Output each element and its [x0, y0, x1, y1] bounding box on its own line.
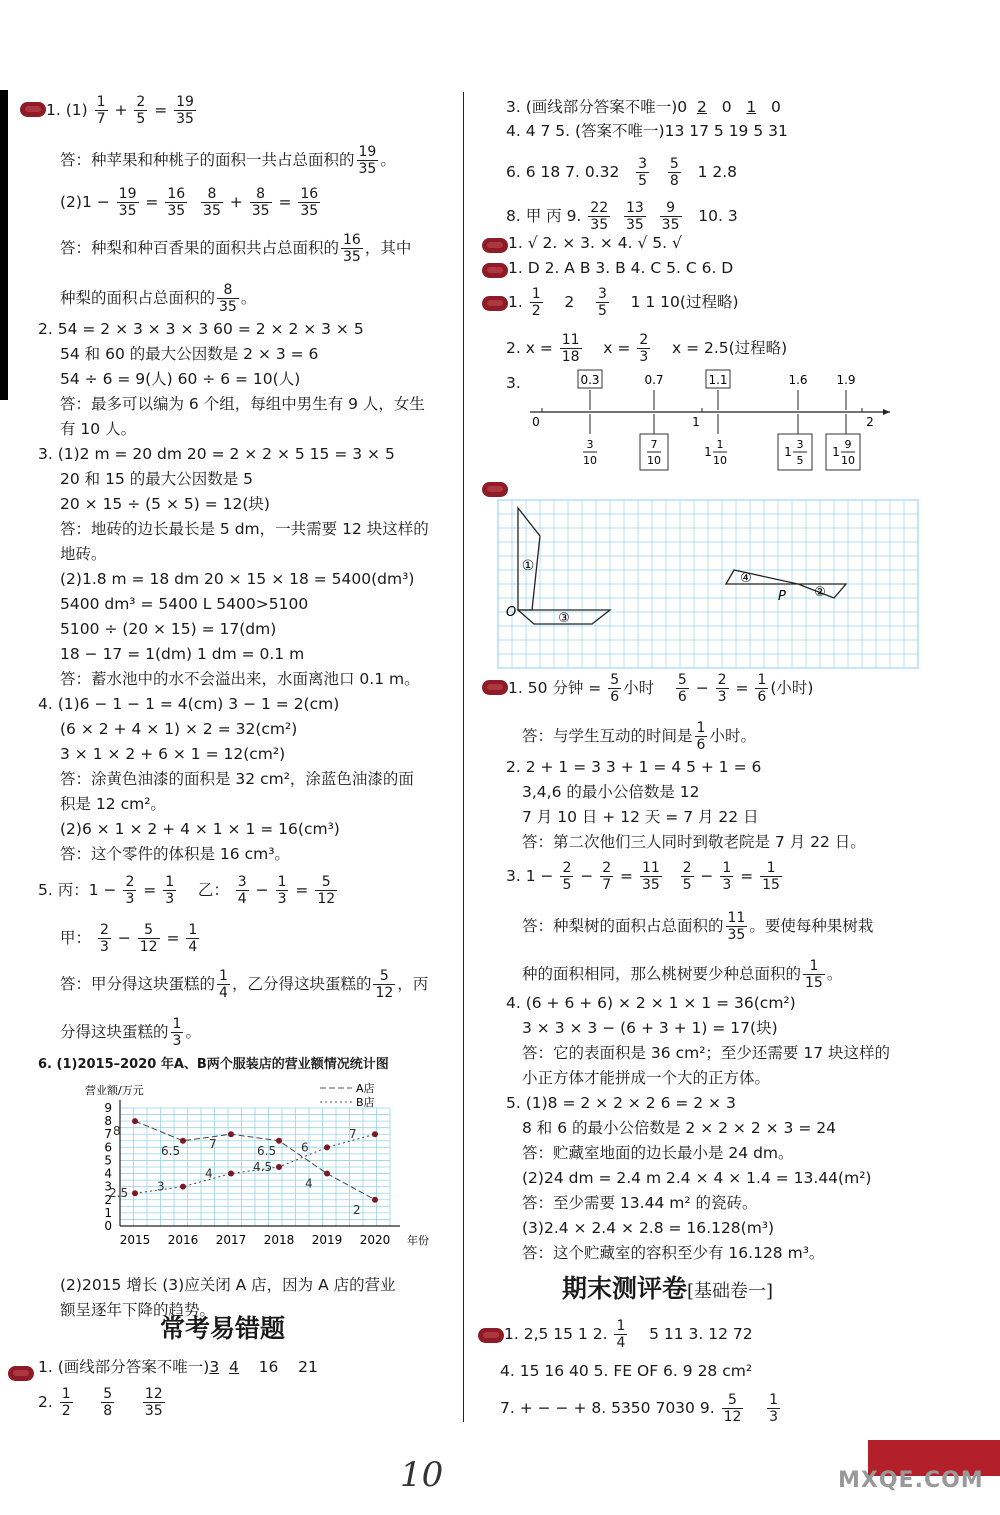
- q1-answer1: 答：种苹果和种桃子的面积一共占总面积的 $\frac{19}{35}$ 。: [60, 144, 396, 177]
- e1-line: 1. (画线部分答案不唯一)3 4 16 21: [38, 1358, 318, 1376]
- r4-line: 4. 4 7 5. (答案不唯一)13 17 5 19 5 31: [506, 122, 788, 140]
- data-point: [132, 1118, 138, 1124]
- whole-number: 1: [784, 445, 792, 459]
- frac-den: 5: [796, 454, 804, 467]
- point-label: P: [778, 589, 786, 604]
- q2-line-0: 2. 54 = 2 × 3 × 3 × 3 60 = 2 × 2 × 3 × 5: [38, 320, 364, 338]
- page-number: 10: [400, 1455, 444, 1495]
- y-tick-label: 5: [104, 1153, 112, 1168]
- app-2-line-0: 2. 2 + 1 = 3 3 + 1 = 4 5 + 1 = 6: [506, 758, 762, 776]
- x-tick-label: 2020: [359, 1233, 391, 1247]
- data-label: 6.5: [161, 1143, 181, 1158]
- q6-part2: (2)2015 增长 (3)应关闭 A 店，因为 A 店的营业: [60, 1276, 396, 1294]
- frac-den: 10: [647, 454, 661, 467]
- data-label: 4.5: [253, 1160, 273, 1174]
- app-2-line-3: 答：第二次他们三人同时到敬老院是 7 月 22 日。: [522, 833, 866, 851]
- data-label: 2: [353, 1202, 361, 1217]
- data-label: 2.5: [109, 1186, 129, 1201]
- q5-line-2: 甲： $\frac{2}{3}$ − $\frac{5}{12}$ = $\frac{1}{4}$: [60, 922, 198, 955]
- q5-answer-2: 分得这块蛋糕的 $\frac{1}{3}$ 。: [60, 1016, 201, 1049]
- section-title-final-exam: 期末测评卷[基础卷一]: [562, 1274, 774, 1303]
- x-tick-label: 2017: [215, 1233, 247, 1247]
- section-bullet-icon: [482, 680, 508, 695]
- shape-label: ②: [814, 585, 826, 600]
- x-tick-label: 2019: [311, 1233, 343, 1247]
- x-tick-label: 2015: [119, 1233, 151, 1247]
- arrow-icon: [883, 409, 890, 415]
- y-tick-label: 0: [104, 1219, 112, 1233]
- y-tick-label: 8: [104, 1114, 112, 1129]
- data-point: [132, 1190, 138, 1196]
- x-tick-label: 2018: [263, 1233, 295, 1247]
- q3-line-1: 20 和 15 的最大公因数是 5: [60, 470, 254, 488]
- tick-label: 2: [866, 415, 874, 429]
- y-tick-label: 7: [104, 1127, 112, 1142]
- top-label: 1.9: [836, 373, 856, 387]
- q4-line-0: 4. (1)6 − 1 − 1 = 4(cm) 3 − 1 = 2(cm): [38, 695, 340, 713]
- q4-line-2: 3 × 1 × 2 + 6 × 1 = 12(cm²): [60, 745, 286, 763]
- judge-line: 1. √ 2. × 3. × 4. √ 5. √: [508, 234, 682, 252]
- top-label: 1.1: [708, 373, 728, 387]
- y-tick-label: 2: [104, 1192, 112, 1207]
- q4-line-4: 积是 12 cm²。: [60, 795, 166, 813]
- q1-answer3: 种梨的面积占总面积的 $\frac{8}{35}$ 。: [60, 282, 257, 315]
- y-tick-label: 6: [104, 1140, 112, 1155]
- app-5-line-2: 答：贮藏室地面的边长最小是 24 dm。: [522, 1144, 794, 1162]
- y-axis-label: 营业额/万元: [85, 1084, 144, 1097]
- left-edge-bar: [0, 90, 8, 400]
- data-point: [180, 1184, 186, 1190]
- app-2-line-2: 7 月 10 日 + 12 天 = 7 月 22 日: [522, 808, 759, 826]
- shape-label: ③: [558, 611, 570, 626]
- q3-line-9: 答：蓄水池中的水不会溢出来，水面离池口 0.1 m。: [60, 670, 420, 688]
- app-5-line-1: 8 和 6 的最小公倍数是 2 × 2 × 2 × 3 = 24: [522, 1119, 836, 1137]
- data-point: [276, 1138, 282, 1144]
- y-tick-label: 4: [104, 1166, 112, 1181]
- q2-line-4: 有 10 人。: [60, 420, 137, 438]
- frac-num: 1: [716, 438, 724, 451]
- app-4-line-1: 3 × 3 × 3 − (6 + 3 + 1) = 17(块): [522, 1019, 778, 1037]
- data-point: [180, 1138, 186, 1144]
- app-2-line-1: 3,4,6 的最小公倍数是 12: [522, 783, 700, 801]
- q3-line-2: 20 × 15 ÷ (5 × 5) = 12(块): [60, 495, 270, 513]
- r3-line: 3. (画线部分答案不唯一)0 2 0 1 0: [506, 98, 781, 116]
- data-label: 8: [113, 1124, 121, 1139]
- q3-line-6: 5400 dm³ = 5400 L 5400>5100: [60, 595, 309, 613]
- q3-line-5: (2)1.8 m = 18 dm 20 × 15 × 18 = 5400(dm³): [60, 570, 415, 588]
- q3-line-0: 3. (1)2 m = 20 dm 20 = 2 × 2 × 5 15 = 3 × 5: [38, 445, 395, 463]
- section-bullet-icon: [8, 1366, 34, 1381]
- calc-1: 1. $\frac{1}{2}$ 2 $\frac{3}{5}$ 1 1 10(过程略): [508, 286, 739, 319]
- app-4-line-0: 4. (6 + 6 + 6) × 2 × 1 × 1 = 36(cm²): [506, 994, 796, 1012]
- x-tick-label: 2016: [167, 1233, 199, 1247]
- data-point: [228, 1131, 234, 1137]
- q1-part2: (2)1 − $\frac{19}{35}$ = $\frac{16}{35}$ $\frac{8}{35}$ + $\frac{8}{35}$ = $\frac{16}{35}$: [60, 186, 319, 219]
- q5-answer-1: 答：甲分得这块蛋糕的 $\frac{1}{4}$ ，乙分得这块蛋糕的 $\frac{5}{12}$ ，丙: [60, 968, 429, 1001]
- frac-den: 10: [583, 454, 597, 467]
- grid-figure: [498, 500, 922, 670]
- final-4: 4. 15 16 40 5. FE OF 6. 9 28 cm²: [500, 1362, 753, 1380]
- section-bullet-icon: [482, 238, 508, 253]
- number-line: [520, 372, 920, 472]
- q3-line-3: 答：地砖的边长最长是 5 dm，一共需要 12 块这样的: [60, 520, 429, 538]
- calc-2: 2. x = $\frac{11}{18}$ x = $\frac{2}{3}$ x = 2.5(过程略): [506, 332, 788, 365]
- q4-line-6: 答：这个零件的体积是 16 cm³。: [60, 845, 290, 863]
- frac-den: 10: [713, 454, 727, 467]
- data-label: 6: [301, 1140, 309, 1155]
- section-bullet-icon: [20, 102, 46, 117]
- shape-label: ④: [740, 571, 752, 586]
- q6-part2b: 额呈逐年下降的趋势。: [60, 1301, 216, 1319]
- data-point: [372, 1197, 378, 1203]
- data-label: 3: [157, 1179, 165, 1194]
- q3-line-8: 18 − 17 = 1(dm) 1 dm = 0.1 m: [60, 645, 305, 663]
- q4-line-3: 答：涂黄色油漆的面积是 32 cm²，涂蓝色油漆的面: [60, 770, 414, 788]
- point-label: O: [506, 605, 517, 620]
- frac-num: 3: [796, 438, 804, 451]
- top-label: 1.6: [788, 373, 808, 387]
- data-point: [372, 1131, 378, 1137]
- data-point: [324, 1144, 330, 1150]
- r8-line: 8. 甲 丙 9. $\frac{22}{35}$ $\frac{13}{35}$ $\frac{9}{35}$ 10. 3: [506, 200, 738, 233]
- frac-num: 7: [650, 438, 658, 451]
- frac-num: 9: [844, 438, 852, 451]
- section-bullet-icon: [482, 296, 508, 311]
- top-label: 0.7: [644, 373, 664, 387]
- app-5-line-4: 答：至少需要 13.44 m² 的瓷砖。: [522, 1194, 758, 1212]
- whole-number: 1: [832, 445, 840, 459]
- chart-title: 6. (1)2015–2020 年A、B两个服装店的营业额情况统计图: [38, 1057, 389, 1072]
- tick-label: 0: [532, 415, 540, 429]
- app-1: 1. 50 分钟 = $\frac{5}{6}$ 小时 $\frac{5}{6}$ − $\frac{2}{3}$ = $\frac{1}{6}$ (小时): [508, 672, 814, 705]
- y-tick-label: 1: [104, 1205, 112, 1220]
- frac-num: 3: [586, 438, 594, 451]
- app-3-answer-1: 答：种梨树的面积占总面积的 $\frac{11}{35}$ 。要使每种果树栽: [522, 910, 874, 943]
- q4-line-5: (2)6 × 1 × 2 + 4 × 1 × 1 = 16(cm³): [60, 820, 340, 838]
- q4-line-1: (6 × 2 + 4 × 1) × 2 = 32(cm²): [60, 720, 298, 738]
- app-5-line-3: (2)24 dm = 2.4 m 2.4 × 4 × 1.4 = 13.44(m²): [522, 1169, 872, 1187]
- whole-number: 1: [704, 445, 712, 459]
- e2-line: 2. $\frac{1}{2}$ $\frac{5}{8}$ $\frac{12}{35}$: [38, 1386, 163, 1419]
- q2-line-1: 54 和 60 的最大公因数是 2 × 3 = 6: [60, 345, 319, 363]
- shape-label: ①: [521, 558, 535, 574]
- q3-line-7: 5100 ÷ (20 × 15) = 17(dm): [60, 620, 277, 638]
- top-label: 0.3: [580, 373, 600, 387]
- data-point: [324, 1171, 330, 1177]
- final-7: 7. + − − + 8. 5350 7030 9. $\frac{5}{12}$ $\frac{1}{3}$: [500, 1392, 779, 1425]
- app-4-line-2: 答：它的表面积是 36 cm²；至少还需要 17 块这样的: [522, 1044, 890, 1062]
- choice-line: 1. D 2. A B 3. B 4. C 5. C 6. D: [508, 259, 734, 277]
- final-1: 1. 2,5 15 1 2. $\frac{1}{4}$ 5 11 3. 12 72: [504, 1318, 753, 1351]
- x-axis-label: 年份: [407, 1234, 429, 1247]
- q2-line-3: 答：最多可以编为 6 个组，每组中男生有 9 人，女生: [60, 395, 425, 413]
- data-label: 7: [209, 1137, 217, 1152]
- app-3: 3. 1 − $\frac{2}{5}$ − $\frac{2}{7}$ = $\frac{11}{35}$ $\frac{2}{5}$ − $\frac{1}{3}$ = $\frac{1}{15}$: [506, 860, 780, 893]
- frac-den: 10: [841, 454, 855, 467]
- y-tick-label: 9: [104, 1101, 112, 1115]
- tick-label: 1: [692, 415, 700, 429]
- q5-line-1: 5. 丙：1 − $\frac{2}{3}$ = $\frac{1}{3}$ 乙： $\frac{3}{4}$ − $\frac{1}{3}$ = $\frac{5}{12}$: [38, 874, 336, 907]
- app-4-line-3: 小正方体才能拼成一个大的正方体。: [522, 1069, 771, 1087]
- q1-answer2: 答：种梨和种百香果的面积共占总面积的 $\frac{16}{35}$ ，其中: [60, 232, 412, 265]
- app-5-line-6: 答：这个贮藏室的容积至少有 16.128 m³。: [522, 1244, 825, 1262]
- r6-line: 6. 6 18 7. 0.32 $\frac{3}{5}$ $\frac{5}{8}$ 1 2.8: [506, 156, 738, 189]
- column-divider: [463, 92, 464, 1422]
- q3-line-4: 地砖。: [60, 545, 107, 563]
- legend-label: B店: [356, 1096, 375, 1109]
- y-tick-label: 3: [104, 1179, 112, 1194]
- data-label: 4: [205, 1166, 213, 1181]
- app-1-answer: 答：与学生互动的时间是 $\frac{1}{6}$ 小时。: [522, 720, 756, 753]
- watermark: MXQE.COM: [838, 1468, 984, 1493]
- section-title-common-errors: 常考易错题: [160, 1314, 286, 1343]
- section-bullet-icon: [478, 1328, 504, 1343]
- section-bullet-icon: [482, 263, 508, 278]
- app-3-answer-2: 种的面积相同，那么桃树要少种总面积的 $\frac{1}{15}$ 。: [522, 958, 843, 991]
- data-label: 4: [305, 1176, 313, 1191]
- q1-part1: 1. (1) $\frac{1}{7}$ + $\frac{2}{5}$ = $\frac{19}{35}$: [46, 94, 194, 127]
- line-chart: [70, 1078, 429, 1253]
- section-bullet-icon: [482, 482, 508, 497]
- data-point: [276, 1164, 282, 1170]
- app-5-line-5: (3)2.4 × 2.4 × 2.8 = 16.128(m³): [522, 1219, 775, 1237]
- calc-3-label: 3.: [506, 374, 521, 392]
- q2-line-2: 54 ÷ 6 = 9(人) 60 ÷ 6 = 10(人): [60, 370, 301, 388]
- legend-label: A店: [356, 1082, 375, 1095]
- app-5-line-0: 5. (1)8 = 2 × 2 × 2 6 = 2 × 3: [506, 1094, 736, 1112]
- data-label: 7: [349, 1127, 357, 1142]
- data-point: [228, 1171, 234, 1177]
- data-label: 6.5: [257, 1143, 277, 1158]
